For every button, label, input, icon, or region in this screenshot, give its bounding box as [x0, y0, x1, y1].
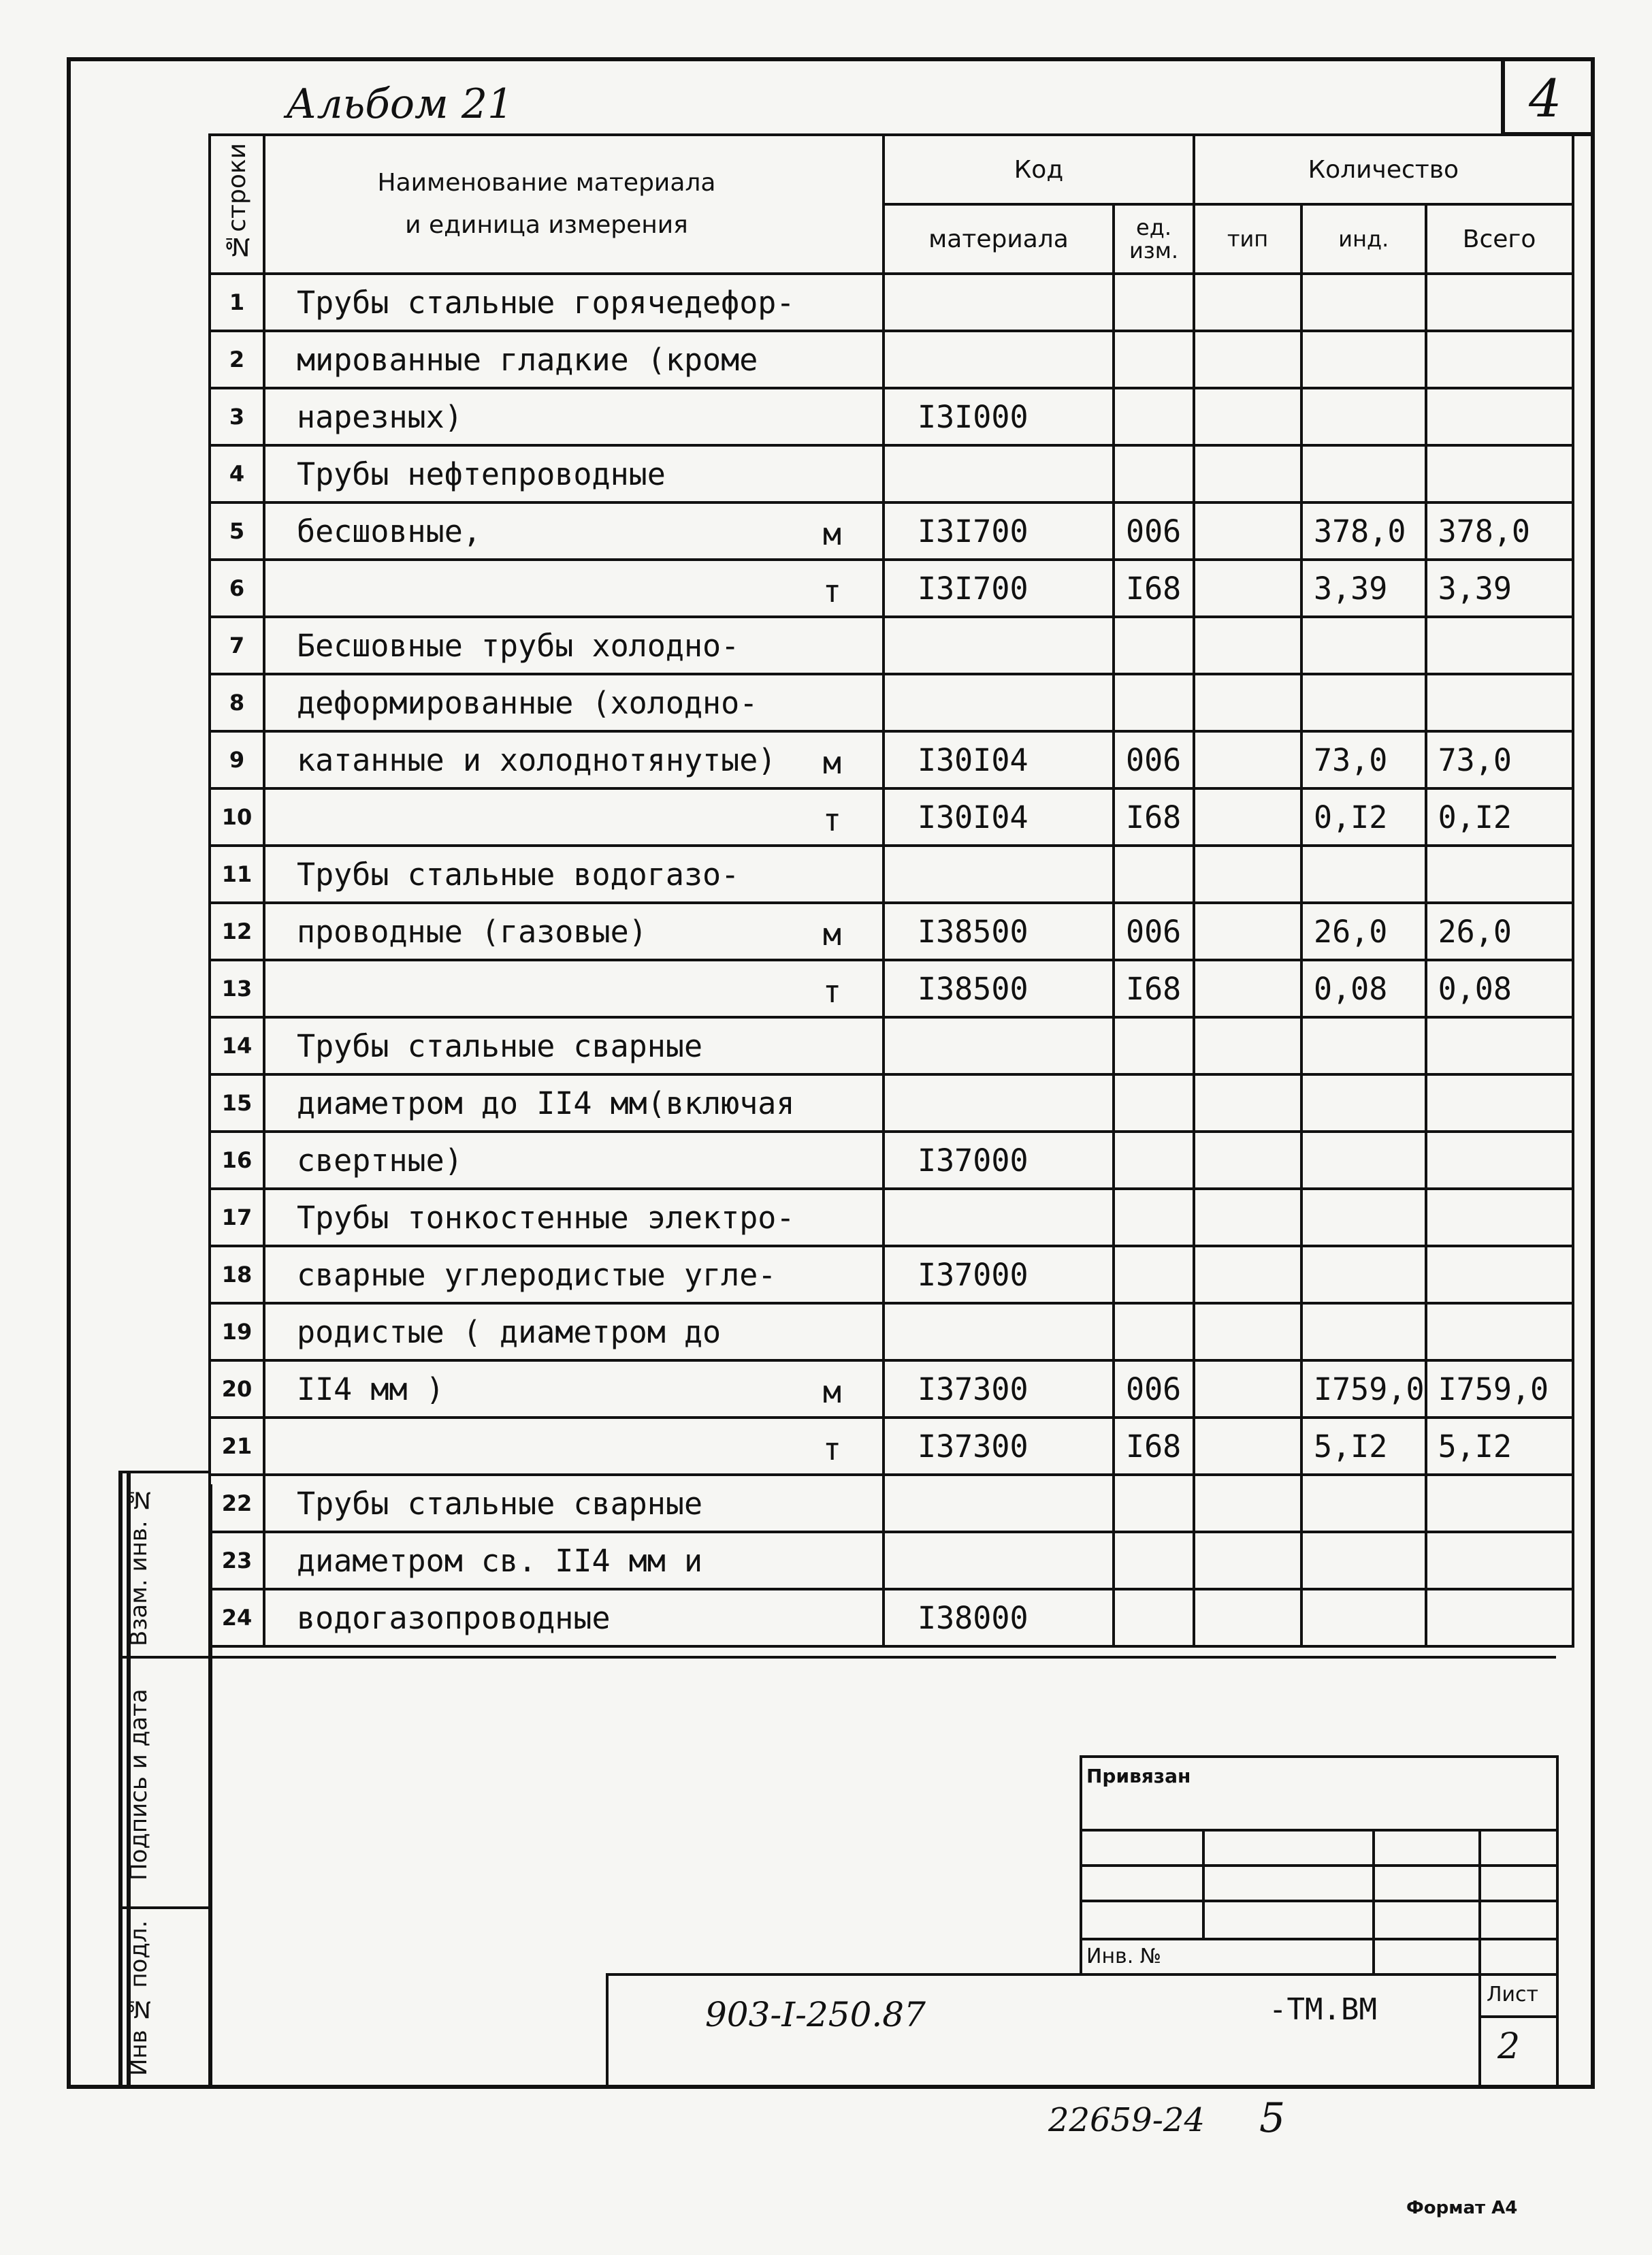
margin-signature-date: Подпись и дата: [125, 1689, 152, 1881]
material-code: I3I700: [884, 560, 1114, 617]
material-code: [884, 1074, 1114, 1132]
qty-ind: 73,0: [1301, 731, 1426, 788]
material-code: [884, 674, 1114, 731]
material-name-text: бесшовные,: [297, 513, 481, 549]
header-row-number: №строки: [210, 135, 264, 274]
qty-total: 5,I2: [1426, 1418, 1573, 1475]
material-name: [264, 1132, 884, 1189]
qty-total: [1426, 1246, 1573, 1303]
table-row: [210, 788, 1573, 846]
qty-ind: [1301, 388, 1426, 445]
tb-inv-no: Инв. №: [1086, 1945, 1162, 1968]
album-label: Альбом 21: [286, 80, 514, 128]
qty-type: [1194, 674, 1301, 731]
qty-total: [1426, 1189, 1573, 1246]
qty-ind: [1301, 1246, 1426, 1303]
table-row: [210, 1074, 1573, 1132]
row-number: 13: [210, 960, 264, 1017]
margin-top-rule: [118, 1471, 208, 1473]
sheet-number: 4: [1529, 68, 1562, 129]
material-name-text: II4 мм ): [297, 1371, 444, 1407]
qty-ind: [1301, 1475, 1426, 1532]
qty-type: [1194, 960, 1301, 1017]
unit-code: [1114, 1189, 1194, 1246]
qty-total: [1426, 1017, 1573, 1074]
qty-ind: [1301, 674, 1426, 731]
row-number: 11: [210, 846, 264, 903]
table-row: [210, 1246, 1573, 1303]
qty-type: [1194, 1132, 1301, 1189]
qty-ind: 378,0: [1301, 502, 1426, 560]
tb-list-label: Лист: [1487, 1983, 1539, 2006]
qty-type: [1194, 445, 1301, 502]
unit-code: [1114, 1303, 1194, 1360]
header-name: Наименование материала и единица измерения: [264, 135, 884, 274]
tb-privyazan: Привязан: [1086, 1765, 1191, 1787]
table-row: [210, 1017, 1573, 1074]
material-name: [264, 445, 884, 502]
unit-code: [1114, 1475, 1194, 1532]
qty-ind: [1301, 1303, 1426, 1360]
unit-label: т: [822, 974, 841, 1010]
page-number: 5: [1259, 2094, 1286, 2142]
table-row: [210, 674, 1573, 731]
material-code: [884, 1017, 1114, 1074]
unit-label: т: [822, 1431, 841, 1467]
material-name: [264, 1074, 884, 1132]
qty-type: [1194, 1475, 1301, 1532]
material-code: [884, 1475, 1114, 1532]
row-number: 15: [210, 1074, 264, 1132]
row-number: 18: [210, 1246, 264, 1303]
margin-inv-podl: Инв № подл.: [125, 1920, 152, 2077]
unit-code: [1114, 846, 1194, 903]
material-code: [884, 1532, 1114, 1589]
row-number: 23: [210, 1532, 264, 1589]
material-name-text: Трубы нефтепроводные: [297, 455, 666, 492]
row-number: 7: [210, 617, 264, 674]
header-code: Код: [884, 135, 1194, 204]
table-row: [210, 331, 1573, 388]
material-code: I38000: [884, 1589, 1114, 1646]
unit-code: 006: [1114, 903, 1194, 960]
material-code: I37000: [884, 1132, 1114, 1189]
header-qty-type: тип: [1194, 204, 1301, 274]
material-name-text: Трубы стальные горячедефор-: [297, 284, 795, 321]
table-row: [210, 274, 1573, 331]
unit-code: [1114, 1532, 1194, 1589]
row-number: 1: [210, 274, 264, 331]
material-name-text: Бесшовные трубы холодно-: [297, 627, 740, 664]
header-code-material: материала: [884, 204, 1114, 274]
qty-ind: [1301, 331, 1426, 388]
qty-ind: 5,I2: [1301, 1418, 1426, 1475]
qty-total: [1426, 674, 1573, 731]
table-row: [210, 1303, 1573, 1360]
qty-type: [1194, 1360, 1301, 1418]
unit-label: м: [822, 745, 841, 781]
qty-total: [1426, 274, 1573, 331]
qty-type: [1194, 560, 1301, 617]
material-name: [264, 1246, 884, 1303]
unit-code: [1114, 1132, 1194, 1189]
material-name: [264, 502, 884, 560]
table-row: [210, 1132, 1573, 1189]
row-number: 2: [210, 331, 264, 388]
material-name-text: родистые ( диаметром до: [297, 1313, 722, 1350]
qty-ind: [1301, 846, 1426, 903]
margin-outer-rule: [118, 1471, 123, 2089]
table-row: [210, 560, 1573, 617]
qty-total: [1426, 1074, 1573, 1132]
table-bottom-rule: [208, 1656, 1556, 1659]
qty-type: [1194, 1074, 1301, 1132]
material-name: [264, 1475, 884, 1532]
qty-type: [1194, 1303, 1301, 1360]
table-row: [210, 1418, 1573, 1475]
material-name: [264, 274, 884, 331]
qty-type: [1194, 274, 1301, 331]
material-code: I3I000: [884, 388, 1114, 445]
row-number: 22: [210, 1475, 264, 1532]
tb-doc-suffix: -ТМ.ВМ: [1269, 1992, 1377, 2027]
material-name-text: водогазопроводные: [297, 1599, 611, 1636]
table-row: [210, 1589, 1573, 1646]
header-quantity: Количество: [1194, 135, 1573, 204]
qty-ind: [1301, 1589, 1426, 1646]
material-name: [264, 388, 884, 445]
material-name: [264, 903, 884, 960]
qty-total: 0,08: [1426, 960, 1573, 1017]
unit-code: [1114, 331, 1194, 388]
qty-type: [1194, 1418, 1301, 1475]
material-code: I3I700: [884, 502, 1114, 560]
material-name-text: мированные гладкие (кроме: [297, 341, 758, 378]
material-name: [264, 1360, 884, 1418]
tb-doc-code: 903-I-250.87: [705, 1995, 926, 2034]
header-qty-ind: инд.: [1301, 204, 1426, 274]
qty-total: [1426, 1475, 1573, 1532]
unit-code: I68: [1114, 1418, 1194, 1475]
margin-sep-1: [118, 1656, 208, 1659]
qty-ind: [1301, 1017, 1426, 1074]
qty-ind: [1301, 1532, 1426, 1589]
material-name-text: Трубы стальные водогазо-: [297, 856, 740, 893]
unit-code: [1114, 1589, 1194, 1646]
table-row: [210, 502, 1573, 560]
qty-ind: [1301, 617, 1426, 674]
margin-sep-2: [118, 1906, 208, 1909]
material-code: I37300: [884, 1418, 1114, 1475]
qty-total: [1426, 331, 1573, 388]
qty-total: [1426, 1532, 1573, 1589]
qty-type: [1194, 788, 1301, 846]
material-name-text: сварные углеродистые угле-: [297, 1256, 777, 1293]
unit-code: 006: [1114, 1360, 1194, 1418]
qty-total: [1426, 1132, 1573, 1189]
material-code: I30I04: [884, 731, 1114, 788]
qty-type: [1194, 617, 1301, 674]
material-name: [264, 674, 884, 731]
material-name: [264, 1418, 884, 1475]
unit-label: т: [822, 573, 841, 609]
row-number: 5: [210, 502, 264, 560]
qty-type: [1194, 388, 1301, 445]
qty-total: 0,I2: [1426, 788, 1573, 846]
material-code: I37000: [884, 1246, 1114, 1303]
margin-inner-rule: [208, 1484, 212, 2089]
qty-type: [1194, 1017, 1301, 1074]
material-code: [884, 274, 1114, 331]
qty-ind: 3,39: [1301, 560, 1426, 617]
material-code: [884, 846, 1114, 903]
material-code: [884, 331, 1114, 388]
row-number: 12: [210, 903, 264, 960]
material-code: [884, 1189, 1114, 1246]
qty-ind: [1301, 445, 1426, 502]
qty-total: [1426, 445, 1573, 502]
order-number: 22659-24: [1048, 2101, 1205, 2139]
table-body: [210, 274, 1573, 1646]
qty-type: [1194, 1532, 1301, 1589]
row-number: 4: [210, 445, 264, 502]
material-name: [264, 331, 884, 388]
unit-label: м: [822, 1374, 841, 1410]
row-number: 9: [210, 731, 264, 788]
material-name-text: проводные (газовые): [297, 913, 647, 950]
row-number: 24: [210, 1589, 264, 1646]
row-number: 16: [210, 1132, 264, 1189]
qty-type: [1194, 1589, 1301, 1646]
margin-vzam-inv: Взам. инв. №: [125, 1486, 152, 1646]
qty-ind: I759,0: [1301, 1360, 1426, 1418]
material-name: [264, 617, 884, 674]
format-label: Формат А4: [1406, 2198, 1518, 2218]
unit-code: [1114, 274, 1194, 331]
unit-code: [1114, 617, 1194, 674]
table-row: [210, 1360, 1573, 1418]
material-code: I38500: [884, 903, 1114, 960]
material-name: [264, 1189, 884, 1246]
material-name: [264, 1589, 884, 1646]
row-number: 19: [210, 1303, 264, 1360]
material-code: I30I04: [884, 788, 1114, 846]
material-name-text: Трубы тонкостенные электро-: [297, 1199, 795, 1236]
unit-code: [1114, 1246, 1194, 1303]
material-code: [884, 445, 1114, 502]
qty-total: [1426, 388, 1573, 445]
material-code: [884, 1303, 1114, 1360]
material-name: [264, 788, 884, 846]
unit-code: I68: [1114, 560, 1194, 617]
unit-code: 006: [1114, 731, 1194, 788]
qty-total: 378,0: [1426, 502, 1573, 560]
qty-total: 3,39: [1426, 560, 1573, 617]
qty-total: [1426, 617, 1573, 674]
unit-code: I68: [1114, 960, 1194, 1017]
unit-code: I68: [1114, 788, 1194, 846]
material-code: I37300: [884, 1360, 1114, 1418]
qty-total: [1426, 1589, 1573, 1646]
header-qty-total: Всего: [1426, 204, 1573, 274]
table-row: [210, 903, 1573, 960]
qty-ind: [1301, 1074, 1426, 1132]
row-number: 6: [210, 560, 264, 617]
row-number: 3: [210, 388, 264, 445]
row-number: 10: [210, 788, 264, 846]
material-name: [264, 846, 884, 903]
qty-type: [1194, 331, 1301, 388]
qty-type: [1194, 903, 1301, 960]
qty-ind: [1301, 1132, 1426, 1189]
unit-label: т: [822, 802, 841, 838]
material-name-text: диаметром св. II4 мм и: [297, 1542, 703, 1579]
material-spec-table: [208, 133, 1574, 1648]
qty-type: [1194, 502, 1301, 560]
unit-code: [1114, 1017, 1194, 1074]
qty-total: I759,0: [1426, 1360, 1573, 1418]
table-row: [210, 388, 1573, 445]
material-code: I38500: [884, 960, 1114, 1017]
qty-type: [1194, 731, 1301, 788]
material-name: [264, 1532, 884, 1589]
table-row: [210, 960, 1573, 1017]
table-row: [210, 1475, 1573, 1532]
row-number: 21: [210, 1418, 264, 1475]
header-code-unit: ед. изм.: [1114, 204, 1194, 274]
qty-type: [1194, 846, 1301, 903]
material-name-text: нарезных): [297, 398, 463, 435]
material-code: [884, 617, 1114, 674]
table-row: [210, 731, 1573, 788]
material-name: [264, 560, 884, 617]
unit-label: м: [822, 516, 841, 552]
row-number: 17: [210, 1189, 264, 1246]
qty-type: [1194, 1189, 1301, 1246]
material-name-text: свертные): [297, 1142, 463, 1179]
material-name-text: Трубы стальные сварные: [297, 1485, 703, 1522]
qty-total: 26,0: [1426, 903, 1573, 960]
qty-total: [1426, 1303, 1573, 1360]
unit-label: м: [822, 916, 841, 953]
unit-code: [1114, 388, 1194, 445]
row-number: 14: [210, 1017, 264, 1074]
qty-ind: [1301, 274, 1426, 331]
table-row: [210, 846, 1573, 903]
table-row: [210, 1189, 1573, 1246]
unit-code: [1114, 674, 1194, 731]
unit-code: [1114, 1074, 1194, 1132]
row-number: 8: [210, 674, 264, 731]
material-name-text: катанные и холоднотянутые): [297, 741, 777, 778]
material-name-text: диаметром до II4 мм(включая: [297, 1085, 795, 1121]
material-name-text: Трубы стальные сварные: [297, 1027, 703, 1064]
table-row: [210, 445, 1573, 502]
table-row: [210, 617, 1573, 674]
qty-total: 73,0: [1426, 731, 1573, 788]
qty-type: [1194, 1246, 1301, 1303]
unit-code: 006: [1114, 502, 1194, 560]
qty-ind: [1301, 1189, 1426, 1246]
material-name: [264, 960, 884, 1017]
qty-ind: 0,I2: [1301, 788, 1426, 846]
row-number: 20: [210, 1360, 264, 1418]
qty-ind: 0,08: [1301, 960, 1426, 1017]
table-row: [210, 1532, 1573, 1589]
qty-ind: 26,0: [1301, 903, 1426, 960]
material-name: [264, 1303, 884, 1360]
material-name: [264, 1017, 884, 1074]
material-name: [264, 731, 884, 788]
unit-code: [1114, 445, 1194, 502]
qty-total: [1426, 846, 1573, 903]
material-name-text: деформированные (холодно-: [297, 684, 758, 721]
tb-list-value: 2: [1497, 2026, 1521, 2067]
